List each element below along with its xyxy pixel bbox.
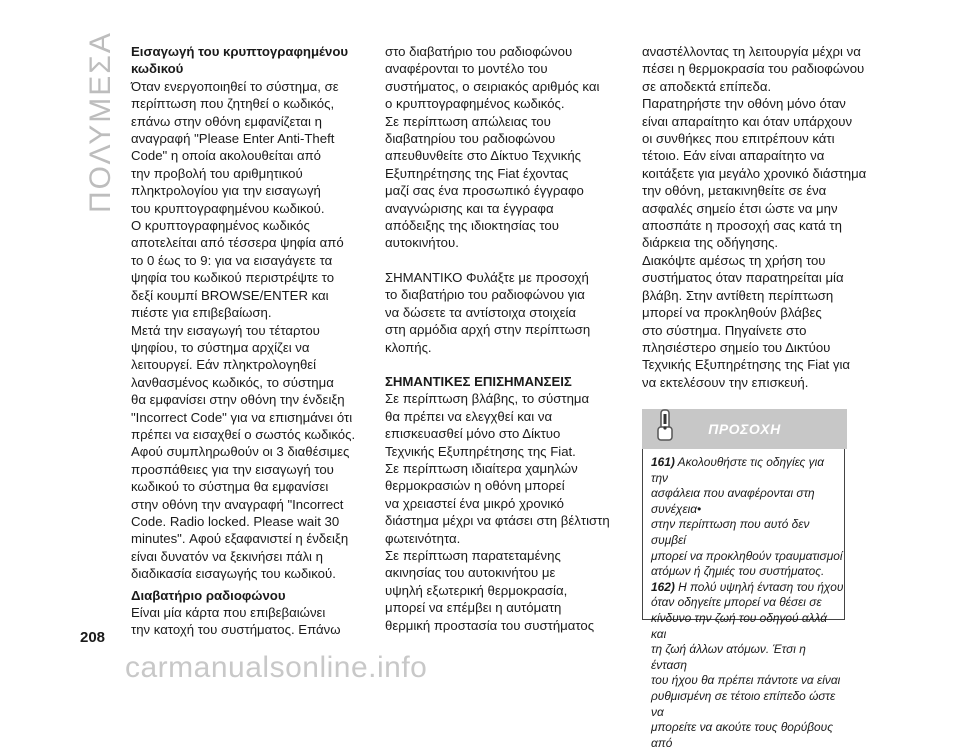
col1-body-2 bbox=[131, 604, 356, 639]
text-line: να χρειαστεί ένα μικρό χρονικό bbox=[385, 495, 564, 511]
text-line: τέτοιο. Εάν είναι απαραίτητο να bbox=[642, 148, 825, 164]
text-line: το διαβατήριο του ραδιοφώνου για bbox=[385, 287, 585, 303]
text-line: απόδειξης της ιδιοκτησίας του bbox=[385, 218, 559, 234]
text-line: Code" η οποία ακολουθείται από bbox=[131, 148, 322, 164]
text-line: Code. Radio locked. Please wait 30 bbox=[131, 513, 340, 529]
text-line: ασφαλές σημείο έτσι ώστε να μην bbox=[642, 200, 838, 216]
text-line: υψηλή εξωτερική θερμοκρασία, bbox=[385, 582, 568, 598]
text-line: θερμική προστασία του συστήματος bbox=[385, 617, 595, 633]
text-line: Όταν ενεργοποιηθεί το σύστημα, σε bbox=[131, 78, 339, 94]
text-line: την οθόνη, μετακινηθείτε σε ένα bbox=[642, 183, 827, 199]
text-line: στο σύστημα. Πηγαίνετε στο bbox=[642, 322, 807, 338]
text-line: μπορεί να προκληθούν βλάβες bbox=[642, 305, 822, 321]
text-line: διάστημα μέχρι να φτάσει στη βέλτιστη bbox=[385, 513, 610, 529]
text-line: minutes". Αφού εξαφανιστεί η ένδειξη bbox=[131, 531, 349, 547]
warning-text-1-first: Ακολουθήστε τις οδηγίες για την bbox=[651, 455, 824, 485]
text-line: απευθυνθείτε στο Δίκτυο Τεχνικής bbox=[385, 148, 582, 164]
text-line: αποσπάτε η προσοχή σας κατά τη bbox=[642, 218, 842, 234]
text-line: πιέστε για επιβεβαίωση. bbox=[131, 305, 272, 321]
text-line: στην οθόνη την αναγραφή "Incorrect bbox=[131, 496, 344, 512]
text-line: συστήματος όταν παρατηρείται μία bbox=[642, 270, 844, 286]
text-line: διάρκεια της οδήγησης. bbox=[642, 235, 779, 251]
text-line: Μετά την εισαγωγή του τέταρτου bbox=[131, 322, 320, 338]
page-number: 208 bbox=[80, 629, 106, 646]
text-line: ακινησίας του αυτοκινήτου με bbox=[385, 565, 556, 581]
warning-text-1 bbox=[651, 486, 844, 580]
text-line: δεξί κουμπί BROWSE/ENTER και bbox=[131, 287, 329, 303]
watermark: carmanualsonline.info bbox=[125, 651, 428, 684]
column-1 bbox=[131, 43, 356, 639]
text-line: Ο κρυπτογραφημένος κωδικός bbox=[131, 218, 310, 234]
text-line: Αφού συμπληρωθούν οι 3 διαθέσιμες bbox=[131, 444, 350, 460]
warning-num-1: 161) bbox=[651, 455, 675, 469]
text-line: μπορεί να επέμβει η αυτόματη bbox=[385, 600, 562, 616]
text-line: πρέπει να εισαχθεί ο σωστός κωδικός. bbox=[131, 426, 356, 442]
text-line: πληκτρολογίου για την εισαγωγή bbox=[131, 183, 321, 199]
text-line: σε αποδεκτά επίπεδα. bbox=[642, 78, 772, 94]
col2-body-3 bbox=[385, 390, 610, 634]
text-line: στο διαβατήριο του ραδιοφώνου bbox=[385, 44, 573, 59]
text-line: Διακόψτε αμέσως τη χρήση του bbox=[642, 252, 826, 268]
text-line: αναστέλλοντας τη λειτουργία μέχρι να bbox=[642, 44, 861, 59]
heading-code-entry-cont: κωδικού bbox=[131, 61, 184, 77]
text-line: αναγνώρισης και τα έγγραφα bbox=[385, 200, 554, 216]
text-line: αυτοκινήτου. bbox=[385, 235, 459, 251]
text-line: είναι απαραίτητο και όταν υπάρχουν bbox=[642, 113, 853, 129]
text-line: Σε περίπτωση ιδιαίτερα χαμηλών bbox=[385, 460, 578, 476]
text-line: στη αρμόδια αρχή στην περίπτωση bbox=[385, 322, 591, 338]
text-line: βλάβη. Στην αντίθετη περίπτωση bbox=[642, 287, 834, 303]
text-line: λειτουργεί. Εάν πληκτρολογηθεί bbox=[131, 357, 317, 373]
text-line: μπορείτε να ακούτε τους θορύβους από bbox=[651, 720, 833, 750]
warning-box bbox=[642, 449, 845, 750]
text-line: κίνδυνο την ζωή του οδηγού αλλά και bbox=[651, 610, 827, 641]
text-line: του ήχου θα πρέπει πάντοτε να είναι bbox=[651, 673, 841, 688]
text-line: ο κρυπτογραφημένος κωδικός. bbox=[385, 96, 565, 112]
text-line: πέσει η θερμοκρασία του ραδιοφώνου bbox=[642, 61, 865, 77]
text-line: θα πρέπει να ελεγχθεί και να bbox=[385, 408, 553, 424]
column-3 bbox=[642, 43, 867, 391]
text-line: στην περίπτωση που αυτό δεν συμβεί bbox=[651, 517, 810, 547]
text-line: συστήματος, ο σειριακός αριθμός και bbox=[385, 78, 600, 94]
warning-text-2-first: Η πολύ υψηλή ένταση του ήχου bbox=[674, 579, 844, 594]
heading-radio-passport: Διαβατήριο ραδιοφώνου bbox=[131, 587, 286, 603]
text-line: Εξυπηρέτησης της Fiat έχοντας bbox=[385, 165, 569, 181]
text-line: Τεχνικής Εξυπηρέτησης της Fiat για bbox=[642, 357, 850, 373]
text-line: να δώσετε τα αντίστοιχα στοιχεία bbox=[385, 304, 577, 320]
column-2 bbox=[385, 43, 610, 634]
col3-body bbox=[642, 43, 867, 391]
text-line: είναι δυνατόν να ξεκινήσει πάλι η bbox=[131, 548, 323, 564]
text-line: οι συνθήκες που επιτρέπουν κάτι bbox=[642, 131, 835, 147]
text-line: επάνω στην οθόνη εμφανίζεται η bbox=[131, 113, 322, 129]
text-line: την προβολή του αριθμητικού bbox=[131, 165, 303, 181]
text-line: κοιτάξετε για μεγάλο χρονικό διάστημα bbox=[642, 165, 867, 181]
text-line: ΣΗΜΑΝΤΙΚΟ Φυλάξτε με προσοχή bbox=[385, 269, 589, 285]
text-line: θερμοκρασιών η οθόνη μπορεί bbox=[385, 478, 565, 494]
text-line: θα εμφανίσει στην οθόνη την ένδειξη bbox=[131, 392, 345, 408]
text-line: Παρατηρήστε την οθόνη μόνο όταν bbox=[642, 96, 846, 112]
heading-code-entry: Εισαγωγή του κρυπτογραφημένου bbox=[131, 44, 349, 59]
text-line: προσπάθειες για την εισαγωγή του bbox=[131, 461, 334, 477]
text-line: το 0 έως το 9: για να εισαγάγετε τα bbox=[131, 252, 333, 268]
warning-title: ΠΡΟΣΟΧΗ bbox=[708, 421, 781, 437]
text-line: περίπτωση που ζητηθεί ο κωδικός, bbox=[131, 96, 335, 112]
section-title-vertical: ΠΟΛΥΜΕΣΑ bbox=[84, 31, 117, 213]
warning-num-2: 162) bbox=[651, 579, 675, 594]
text-line: κλοπής. bbox=[385, 339, 432, 355]
text-line: όταν οδηγείτε μπορεί να θέσει σε bbox=[651, 595, 822, 610]
text-line: να εκτελέσουν την επισκευή. bbox=[642, 374, 809, 390]
text-line: Σε περίπτωση βλάβης, το σύστημα bbox=[385, 391, 590, 407]
text-line: λανθασμένος κωδικός, το σύστημα bbox=[131, 374, 334, 390]
heading-important-notes: ΣΗΜΑΝΤΙΚΕΣ ΕΠΙΣΗΜΑΝΣΕΙΣ bbox=[385, 373, 572, 389]
text-line: αποτελείται από τέσσερα ψηφία από bbox=[131, 235, 344, 251]
text-line: ατόμων ή ζημιές του συστήματος. bbox=[651, 564, 825, 579]
text-line: την κατοχή του συστήματος. Επάνω bbox=[131, 622, 341, 638]
col2-body bbox=[385, 43, 610, 252]
text-line: φωτεινότητα. bbox=[385, 530, 461, 546]
warning-header bbox=[642, 409, 847, 449]
text-line: διαβατηρίου του ραδιοφώνου bbox=[385, 131, 556, 147]
text-line: του κρυπτογραφημένου κωδικού. bbox=[131, 200, 325, 216]
text-line: μαζί σας ένα προσωπικό έγγραφο bbox=[385, 183, 584, 199]
text-line: διαδικασία εισαγωγής του κωδικού. bbox=[131, 566, 336, 582]
text-line: αναγραφή "Please Enter Anti-Theft bbox=[131, 131, 335, 147]
text-line: μπορεί να προκληθούν τραυματισμοί bbox=[651, 548, 843, 563]
text-line: Είναι μία κάρτα που επιβεβαιώνει bbox=[131, 605, 326, 620]
text-line: ρυθμισμένη σε τέτοιο επίπεδο ώστε να bbox=[651, 688, 836, 719]
text-line: πλησιέστερο σημείο του Δικτύου bbox=[642, 339, 831, 355]
text-line: "Incorrect Code" για να επισημάνει ότι bbox=[131, 409, 353, 425]
warning-text-2 bbox=[651, 595, 844, 751]
text-line: ψηφίου, το σύστημα αρχίζει να bbox=[131, 339, 310, 355]
text-line: Σε περίπτωση απώλειας του bbox=[385, 113, 551, 129]
text-line: ψηφία του κωδικού περιστρέψτε το bbox=[131, 270, 335, 286]
col2-important-note bbox=[385, 269, 610, 356]
warning-hand-icon bbox=[652, 407, 678, 443]
col1-body bbox=[131, 78, 356, 583]
text-line: ασφάλεια που αναφέρονται στη συνέχεια• bbox=[651, 486, 815, 516]
text-line: αναφέρονται το μοντέλο του bbox=[385, 61, 548, 77]
text-line: Τεχνικής Εξυπηρέτησης της Fiat. bbox=[385, 443, 576, 459]
text-line: τη ζωή άλλων ατόμων. Έτσι η ένταση bbox=[651, 642, 806, 672]
text-line: επισκευασθεί μόνο στο Δίκτυο bbox=[385, 426, 561, 442]
text-line: Σε περίπτωση παρατεταμένης bbox=[385, 547, 561, 563]
text-line: κωδικού το σύστημα θα εμφανίσει bbox=[131, 479, 329, 495]
